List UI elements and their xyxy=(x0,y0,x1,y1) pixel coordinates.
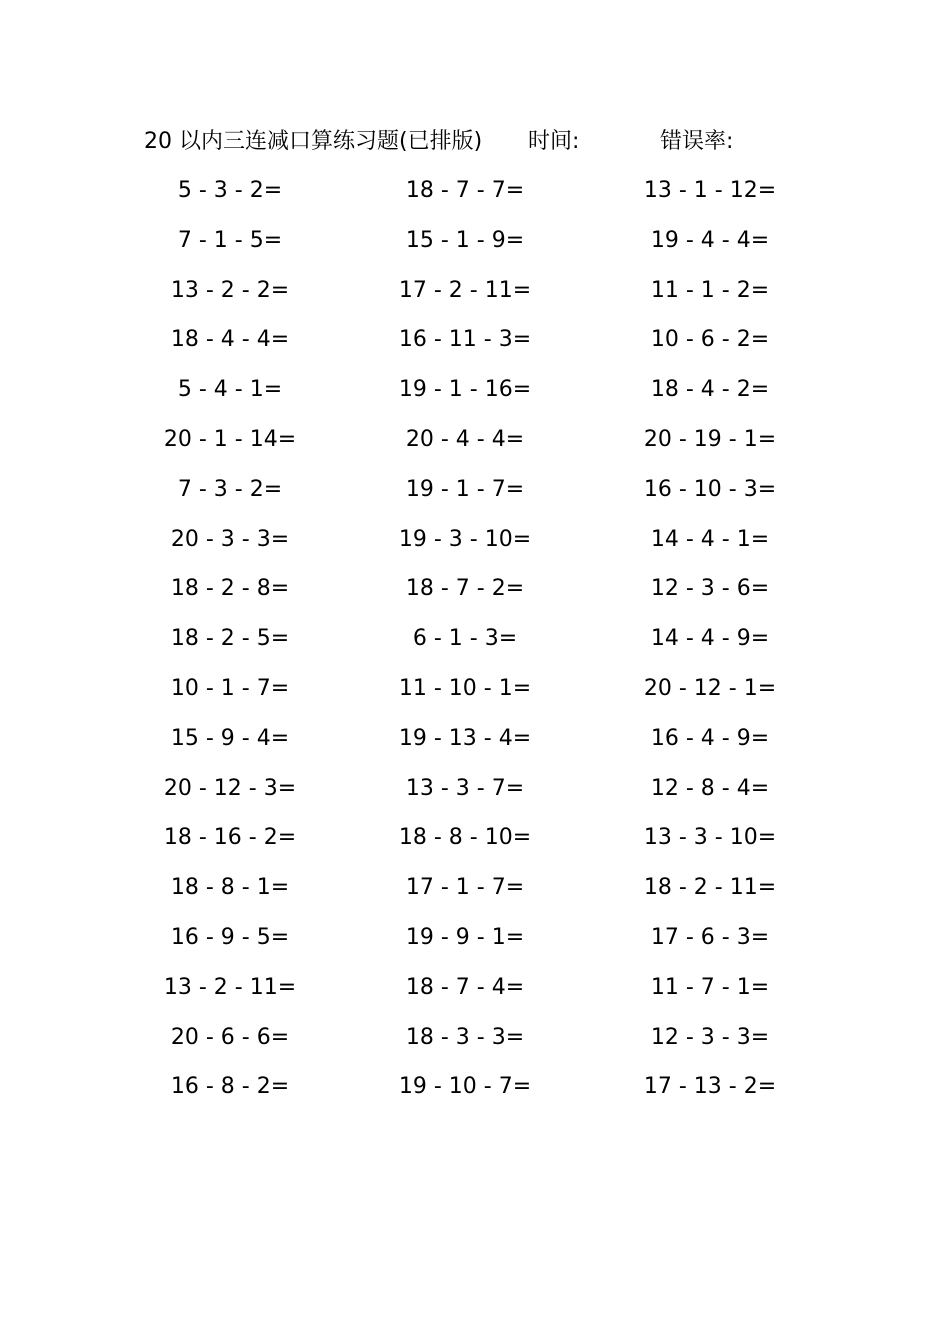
problem-item: 19 - 9 - 1= xyxy=(405,924,525,950)
problem-row xyxy=(0,319,950,369)
problem-item: 12 - 3 - 3= xyxy=(650,1024,770,1050)
problem-item: 15 - 1 - 9= xyxy=(405,227,525,253)
problem-item: 17 - 1 - 7= xyxy=(405,875,525,901)
problem-item: 18 - 2 - 5= xyxy=(170,626,290,652)
problem-item: 17 - 13 - 2= xyxy=(643,1074,777,1100)
problem-item: 5 - 3 - 2= xyxy=(177,178,283,203)
problem-item: 13 - 2 - 2= xyxy=(170,277,290,303)
problem-item: 19 - 1 - 7= xyxy=(405,476,525,502)
problem-item: 13 - 3 - 7= xyxy=(405,775,525,801)
problem-item: 11 - 10 - 1= xyxy=(398,675,532,701)
problem-item: 18 - 4 - 2= xyxy=(650,377,770,403)
problem-item: 18 - 7 - 4= xyxy=(405,974,525,1000)
problem-row xyxy=(0,469,950,519)
problem-item: 20 - 12 - 3= xyxy=(163,775,297,801)
problem-item: 18 - 16 - 2= xyxy=(163,825,297,851)
problem-item: 20 - 6 - 6= xyxy=(170,1024,290,1050)
problem-item: 14 - 4 - 1= xyxy=(650,526,770,552)
problem-item: 18 - 7 - 2= xyxy=(405,576,525,602)
problem-item: 17 - 2 - 11= xyxy=(398,277,532,303)
error-rate-label: 错误率: xyxy=(660,129,734,154)
problem-row xyxy=(0,220,950,270)
problem-item: 18 - 2 - 11= xyxy=(643,875,777,901)
problem-item: 18 - 4 - 4= xyxy=(170,327,290,353)
problem-item: 10 - 1 - 7= xyxy=(170,675,290,701)
problem-item: 14 - 4 - 9= xyxy=(650,626,770,652)
problem-item: 18 - 3 - 3= xyxy=(405,1024,525,1050)
problem-row xyxy=(0,668,950,718)
problem-item: 16 - 9 - 5= xyxy=(170,924,290,950)
problem-item: 13 - 3 - 10= xyxy=(643,825,777,851)
problem-row xyxy=(0,419,950,469)
problem-item: 10 - 6 - 2= xyxy=(650,327,770,353)
problem-item: 11 - 7 - 1= xyxy=(650,974,770,1000)
problem-item: 7 - 1 - 5= xyxy=(177,227,283,253)
problem-item: 7 - 3 - 2= xyxy=(177,476,283,502)
time-label: 时间: xyxy=(528,129,580,154)
problem-row xyxy=(0,270,950,320)
problem-item: 19 - 10 - 7= xyxy=(398,1074,532,1100)
problem-item: 12 - 3 - 6= xyxy=(650,576,770,602)
problem-item: 13 - 1 - 12= xyxy=(643,178,777,203)
problem-item: 17 - 6 - 3= xyxy=(650,924,770,950)
problem-row xyxy=(0,867,950,917)
problem-row xyxy=(0,1017,950,1067)
problem-item: 16 - 8 - 2= xyxy=(170,1074,290,1100)
problem-item: 20 - 12 - 1= xyxy=(643,675,777,701)
problem-item: 20 - 3 - 3= xyxy=(170,526,290,552)
problem-row xyxy=(0,568,950,618)
problem-item: 18 - 8 - 10= xyxy=(398,825,532,851)
problem-item: 18 - 2 - 8= xyxy=(170,576,290,602)
problem-row xyxy=(0,1066,950,1116)
problem-item: 19 - 13 - 4= xyxy=(398,725,532,751)
problem-grid xyxy=(0,170,950,1116)
problem-row xyxy=(0,170,950,220)
problem-row xyxy=(0,967,950,1017)
problem-item: 13 - 2 - 11= xyxy=(163,974,297,1000)
worksheet-header xyxy=(0,124,950,160)
problem-item: 18 - 8 - 1= xyxy=(170,875,290,901)
problem-item: 19 - 3 - 10= xyxy=(398,526,532,552)
problem-row xyxy=(0,768,950,818)
problem-item: 11 - 1 - 2= xyxy=(650,277,770,303)
worksheet-title: 20 以内三连减口算练习题(已排版) xyxy=(144,129,483,154)
problem-row xyxy=(0,618,950,668)
problem-item: 15 - 9 - 4= xyxy=(170,725,290,751)
problem-row xyxy=(0,718,950,768)
problem-item: 16 - 10 - 3= xyxy=(643,476,777,502)
problem-item: 6 - 1 - 3= xyxy=(412,626,518,652)
problem-row xyxy=(0,917,950,967)
problem-item: 20 - 4 - 4= xyxy=(405,426,525,452)
problem-item: 18 - 7 - 7= xyxy=(405,178,525,203)
problem-row xyxy=(0,369,950,419)
problem-item: 16 - 11 - 3= xyxy=(398,327,532,353)
problem-item: 12 - 8 - 4= xyxy=(650,775,770,801)
problem-item: 19 - 1 - 16= xyxy=(398,377,532,403)
problem-item: 5 - 4 - 1= xyxy=(177,377,283,403)
problem-row xyxy=(0,817,950,867)
problem-item: 16 - 4 - 9= xyxy=(650,725,770,751)
problem-row xyxy=(0,519,950,569)
problem-item: 20 - 1 - 14= xyxy=(163,426,297,452)
problem-item: 19 - 4 - 4= xyxy=(650,227,770,253)
problem-item: 20 - 19 - 1= xyxy=(643,426,777,452)
